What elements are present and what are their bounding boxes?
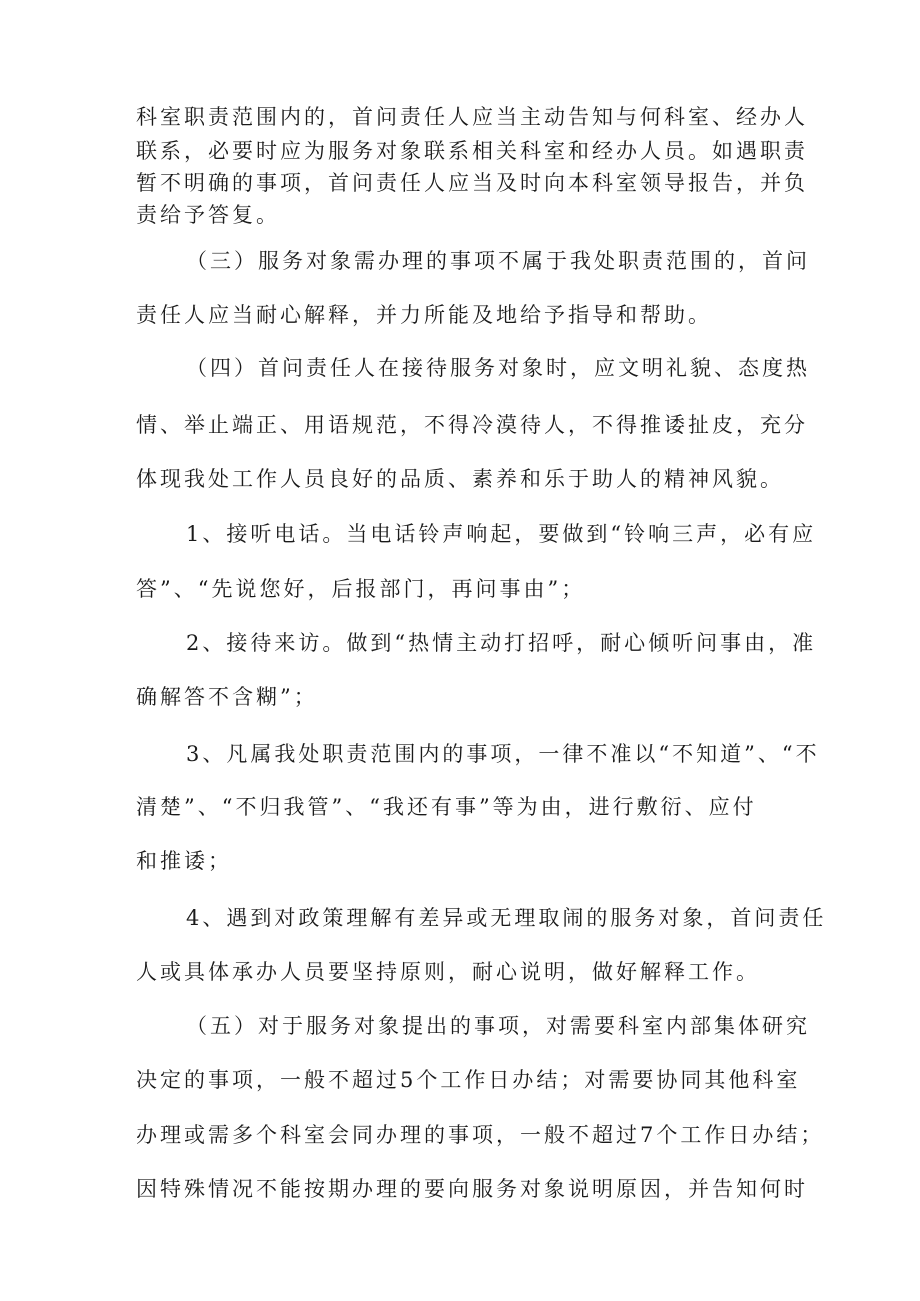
text-line: 人或具体承办人员要坚持原则，耐心说明，做好解释工作。 [136,960,760,984]
text-line: 办理或需多个科室会同办理的事项，一般不超过7个工作日办结； [136,1123,825,1147]
text-line: 科室职责范围内的，首问责任人应当主动告知与何科室、经办人 [136,105,808,129]
paragraph-3-first-line: （三）服务对象需办理的事项不属于我处职责范围的，首问 [186,249,810,273]
text-line: 责任人应当耐心解释，并力所能及地给予指导和帮助。 [136,303,712,327]
text-line: 因特殊情况不能按期办理的要向服务对象说明原因，并告知何时 [136,1177,808,1201]
text-line: 决定的事项，一般不超过5个工作日办结；对需要协同其他科室 [136,1068,801,1092]
item-1-first-line: 1、接听电话。当电话铃声响起，要做到“铃响三声，必有应 [186,522,817,546]
text-line: 答”、“先说您好，后报部门，再问事由”； [136,577,586,601]
text-line: 情、举止端正、用语规范，不得冷漠待人，不得推诿扯皮，充分 [136,413,808,437]
item-2-first-line: 2、接待来访。做到“热情主动打招呼，耐心倾听问事由，准 [186,631,817,655]
item-4-first-line: 4、遇到对政策理解有差异或无理取闹的服务对象，首问责任 [186,906,827,930]
text-line: 体现我处工作人员良好的品质、素养和乐于助人的精神风貌。 [136,467,784,491]
text-line: 暂不明确的事项，首问责任人应当及时向本科室领导报告，并负 [136,171,808,195]
paragraph-5-first-line: （五）对于服务对象提出的事项，对需要科室内部集体研究 [186,1014,810,1038]
text-line: 责给予答复。 [136,203,280,227]
item-3-first-line: 3、凡属我处职责范围内的事项，一律不准以“不知道”、“不 [186,742,820,766]
text-line: 联系，必要时应为服务对象联系相关科室和经办人员。如遇职责 [136,139,808,163]
text-line: 和推诿； [136,849,232,873]
paragraph-4-first-line: （四）首问责任人在接待服务对象时，应文明礼貌、态度热 [186,356,810,380]
text-line: 确解答不含糊”； [136,685,318,709]
text-line: 清楚”、“不归我管”、“我还有事”等为由，进行敷衍、应付 [136,795,757,819]
